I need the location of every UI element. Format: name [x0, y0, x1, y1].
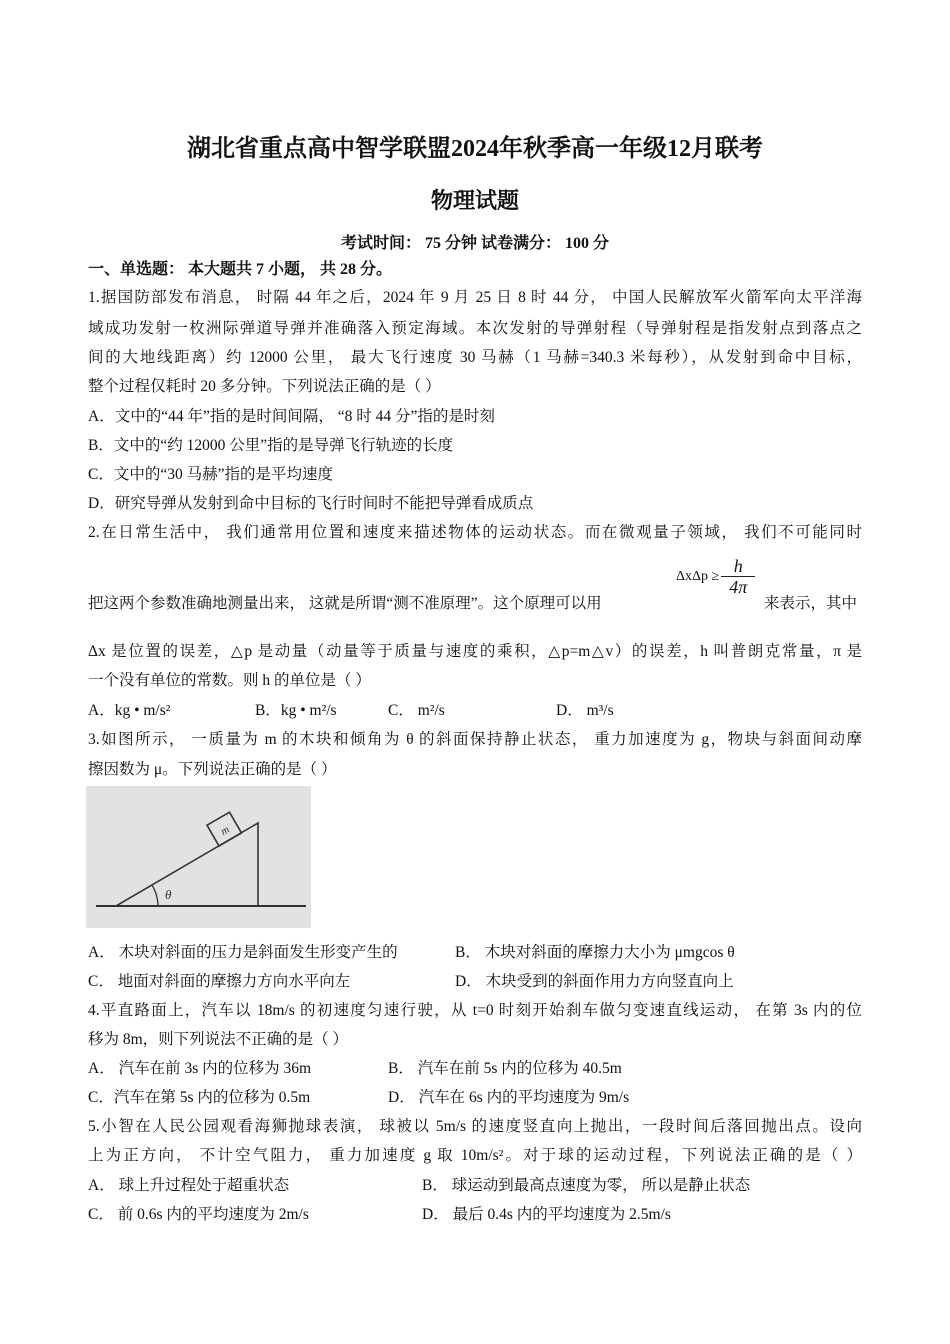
question-5-option-d: D． 最后 0.4s 内的平均速度为 2.5m/s [422, 1206, 671, 1223]
question-2-option-d: D． m³/s [556, 702, 614, 719]
question-3-text: 擦因数为 μ。下列说法正确的是（ ） [88, 761, 337, 778]
formula-lhs: ΔxΔp ≥ [676, 568, 720, 584]
block [207, 812, 242, 846]
uncertainty-formula [676, 556, 755, 597]
question-3-option-b: B． 木块对斜面的摩擦力大小为 μmgcos θ [455, 944, 735, 961]
formula-fraction [721, 556, 755, 597]
angle-arc [152, 885, 158, 906]
question-5-option-a: A． 球上升过程处于超重状态 [88, 1177, 290, 1194]
question-1-option-c: C．文中的“30 马赫”指的是平均速度 [88, 466, 333, 483]
incline-diagram [86, 786, 311, 928]
question-4-option-c: C．汽车在第 5s 内的位移为 0.5m [88, 1089, 311, 1106]
angle-label: θ [165, 887, 172, 902]
question-3-option-d: D． 木块受到的斜面作用力方向竖直向上 [455, 973, 734, 990]
question-1-text: 域成功发射一枚洲际弹道导弹并准确落入预定海域。本次发射的导弹射程（导弹射程是指发射点到落点之 [88, 320, 862, 337]
formula-denominator: 4π [729, 577, 748, 597]
question-4-text: 移为 8m，则下列说法不正确的是（ ） [88, 1031, 349, 1048]
question-2-text: 来表示，其中 [764, 595, 858, 612]
question-2-option-b: B．kg • m²/s [255, 702, 337, 719]
section-heading: 一、单选题： 本大题共 7 小题， 共 28 分。 [88, 261, 393, 278]
question-4-option-a: A． 汽车在前 3s 内的位移为 36m [88, 1060, 312, 1077]
question-5-option-b: B． 球运动到最高点速度为零， 所以是静止状态 [422, 1177, 751, 1194]
question-4-option-b: B． 汽车在前 5s 内的位移为 40.5m [388, 1060, 622, 1077]
exam-info: 考试时间： 75 分钟 试卷满分： 100 分 [340, 235, 609, 252]
question-4-text: 4.平直路面上，汽车以 18m/s 的初速度匀速行驶，从 t=0 时刻开始刹车做匀变速直线运动， 在第 3s 内的位 [88, 1002, 862, 1019]
question-2-text: 一个没有单位的常数。则 h 的单位是（ ） [88, 672, 371, 689]
question-1-option-d: D．研究导弹从发射到命中目标的飞行时间时不能把导弹看成质点 [88, 495, 534, 512]
question-3-option-a: A． 木块对斜面的压力是斜面发生形变产生的 [88, 944, 398, 961]
formula-numerator: h [733, 556, 743, 576]
question-2-text: 2.在日常生活中， 我们通常用位置和速度来描述物体的运动状态。而在微观量子领域， 我们不可能同时 [88, 524, 862, 541]
block-label: m [218, 823, 232, 839]
question-5-text: 5.小智在人民公园观看海狮抛球表演， 球被以 5m/s 的速度竖直向上抛出，一段时间后落回抛出点。设向 [88, 1118, 862, 1135]
exam-title: 湖北省重点高中智学联盟2024年秋季高一年级12月联考 [187, 136, 763, 162]
question-1-text: 整个过程仅耗时 20 多分钟。下列说法正确的是（ ） [88, 378, 441, 395]
question-2-text: Δx 是位置的误差，△p 是动量（动量等于质量与速度的乘积，△p=m△v）的误差，h 叫普朗克常量，π 是 [88, 643, 862, 660]
question-3-option-c: C． 地面对斜面的摩擦力方向水平向左 [88, 973, 351, 990]
question-3-text: 3.如图所示， 一质量为 m 的木块和倾角为 θ 的斜面保持静止状态， 重力加速度为 g，物块与斜面间动摩 [88, 731, 862, 748]
question-5-option-c: C． 前 0.6s 内的平均速度为 2m/s [88, 1206, 309, 1223]
question-4-option-d: D． 汽车在 6s 内的平均速度为 9m/s [388, 1089, 630, 1106]
question-5-text: 上为正方向， 不计空气阻力， 重力加速度 g 取 10m/s²。对于球的运动过程，下列说法正确的是（ ） [88, 1147, 862, 1164]
incline-figure [86, 786, 311, 928]
subject-title: 物理试题 [430, 188, 519, 213]
question-2-option-a: A．kg • m/s² [88, 702, 171, 719]
question-1-text: 1.据国防部发布消息， 时隔 44 年之后，2024 年 9 月 25 日 8 时 44 分， 中国人民解放军火箭军向太平洋海 [88, 289, 862, 306]
question-1-option-b: B．文中的“约 12000 公里”指的是导弹飞行轨迹的长度 [88, 437, 454, 454]
question-2-text: 把这两个参数准确地测量出来， 这就是所谓“测不准原理”。这个原理可以用 [88, 595, 602, 612]
question-2-option-c: C． m²/s [388, 702, 445, 719]
question-1-option-a: A．文中的“44 年”指的是时间间隔， “8 时 44 分”指的是时刻 [88, 408, 495, 425]
question-1-text: 间的大地线距离）约 12000 公里， 最大飞行速度 30 马赫（1 马赫=340.3 米每秒），从发射到命中目标， [88, 349, 862, 366]
